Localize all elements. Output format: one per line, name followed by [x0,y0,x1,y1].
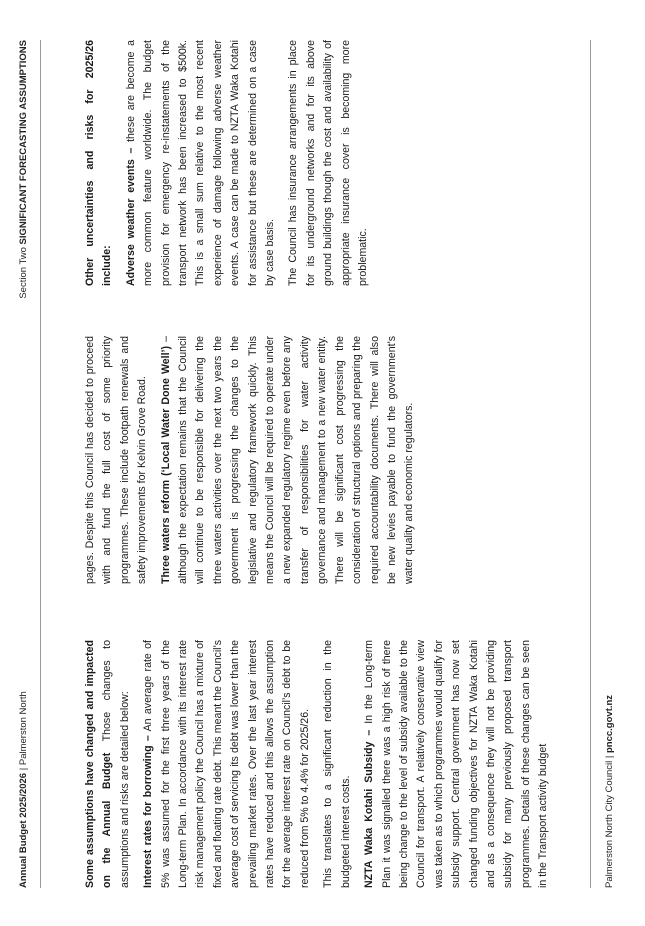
nzta-heading: NZTA Waka Kotahi Subsidy – [363,729,376,888]
intro-paragraph [82,640,134,888]
interest-paragraph-2: This translates to a significant reduction in the budgeted interest costs. [322,640,352,888]
header-city: Palmerston North [18,691,29,766]
header-right [18,40,29,299]
column-3 [82,40,379,286]
intro-text: Those changes to assumptions and risks are detailed below: [101,640,131,888]
water-paragraph [158,336,419,584]
insurance-paragraph: The Council has insurance arrangements in place for its underground networks and for its above ground buildings though the cost and availability of appropriate insurance cover is becoming more problematic. [287,40,370,286]
header-left [18,691,29,888]
intro-bold: Some assumptions have changed and impacted on the Annual Budget [84,640,114,888]
nzta-continued-paragraph: pages. Despite this Council has decided to proceed with and fund the full cost of some priority programmes. These include footpath renewals and safety improvements for Kelvin Grove Road. [84,336,149,584]
interest-heading: Interest rates for borrowing – [142,735,155,888]
water-text: – although the expectation remains that the Council will continue to be responsible for delivering the three waters activities over the next two years the government is progressing the changes to the legislative and regulatory framework quickly. This means the Council will be required to operate under a new expanded regulatory regime even before any transfer of responsibilities for water activity governance and management to a new water entity. There will be significant cost progressing the consideration of structural options and preparing the required accountability documents. There will also be new levies payable to fund the government’s water quality and economic regulators. [159,336,416,584]
nzta-text: In the Long-term Plan it was signalled there was a high risk of there being change to the level of subsidy available to the Council for transport. A relatively conservative view was taken as to which programmes would qualify for subsidy support. Central government has now set changed funding objectives for NZTA Waka Kotahi and as a consequence they will not be providing subsidy for many previously proposed transport programmes. Details of these changes can be seen in the Transport activity budget [363,640,550,888]
footer-org: Palmerston North City Council | [604,753,615,888]
column-2 [82,336,425,584]
section-label: Section Two [18,244,29,299]
interest-paragraph [140,640,314,888]
column-1 [82,640,559,888]
water-heading: Three waters reform (‘Local Water Done Well’) [159,345,172,584]
nzta-paragraph [361,640,552,888]
header-divider [40,40,41,888]
weather-text: these are become a more common feature worldwide. The budget provision for emergency re-instatements of the transport network has been increased to $500k. This is a small sum relative to the most recent experience of damage following adverse weather events. A case can be made to NZTA Waka Kotahi for assistance but these are determined on a case by case basis. [124,40,277,286]
footer-divider [590,40,591,888]
weather-paragraph [123,40,280,286]
weather-heading: Adverse weather events – [124,147,137,286]
header-separator: | [18,765,29,773]
document-title: Annual Budget 2025/2026 [18,772,29,888]
footer [604,695,615,888]
interest-text: An average rate of 5% was assumed for the first three years of the Long-term Plan. In accordance with its interest rate risk management policy the Council has a mixture of fixed and floating rate debt. This meant the Council’s average cost of servicing its debt was lower than the prevailing market rates. Over the last year interest rates have reduced and this allows the assumption for the average interest rate on Council’s debt to be reduced from 5% to 4.4% for 2025/26. [142,640,311,888]
footer-website-link[interactable]: pncc.govt.nz [604,694,615,753]
section-title: SIGNIFICANT FORECASTING ASSUMPTIONS [18,40,29,245]
risks-heading: Other uncertainties and risks for 2025/26 include: [84,40,114,286]
